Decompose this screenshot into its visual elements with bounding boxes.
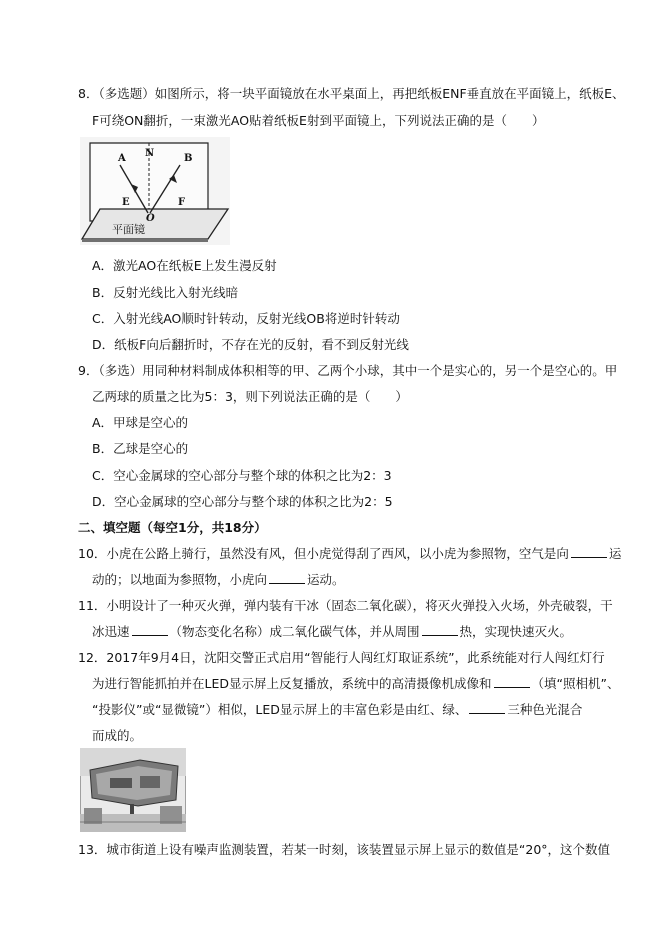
q12-blank-2[interactable] bbox=[469, 703, 505, 714]
q8-option-c: C．入射光线AO顺时针转动，反射光线OB将逆时针转动 bbox=[92, 311, 400, 326]
q11-blank-2[interactable] bbox=[422, 625, 458, 636]
q9-stem-line2: 乙两球的质量之比为5：3，则下列说法正确的是（ ） bbox=[92, 389, 408, 404]
q11-text-2: （物态变化名称）成二氧化碳气体，并从周围 bbox=[169, 624, 420, 639]
q8-option-b: B．反射光线比入射光线暗 bbox=[92, 285, 239, 300]
q8-stem-line2: F可绕ON翻折，一束激光AO贴着纸板E射到平面镜上，下列说法正确的是（ ） bbox=[92, 113, 545, 128]
q12-text-1: 为进行智能抓拍并在LED显示屏上反复播放，系统中的高清摄像机成像和 bbox=[92, 676, 492, 691]
q12-line1: 12．2017年9月4日，沈阳交警正式启用“智能行人闯红灯取证系统”，此系统能对行人闯红灯行 bbox=[78, 650, 605, 665]
q11-line2 bbox=[92, 624, 572, 640]
q8-option-a: A．激光AO在纸板E上发生漫反射 bbox=[92, 258, 277, 273]
q12-text-2: （填“照相机”、 bbox=[531, 676, 620, 691]
q12-text-3: “投影仪”或“显微镜”）相似，LED显示屏上的丰富色彩是由红、绿、 bbox=[92, 702, 468, 717]
q11-line1: 11．小明设计了一种灭火弹，弹内装有干冰（固态二氧化碳），将灭火弹投入火场，外壳破裂，干 bbox=[78, 598, 613, 613]
q10-line2 bbox=[92, 572, 345, 588]
q9-option-a: A．甲球是空心的 bbox=[92, 415, 189, 430]
q10-text-3: 动的；以地面为参照物，小虎向 bbox=[92, 572, 268, 587]
q10-line1 bbox=[78, 546, 621, 562]
section-title: 二、填空题（每空1分，共18分） bbox=[78, 520, 267, 535]
q10-blank-1[interactable] bbox=[571, 547, 607, 558]
mirror-caption: 平面镜 bbox=[112, 223, 145, 236]
q8-option-d: D．纸板F向后翻折时，不存在光的反射，看不到反射光线 bbox=[92, 337, 409, 352]
q9-stem-line1: 9．（多选）用同种材料制成体积相等的甲、乙两个小球，其中一个是实心的，另一个是空心的。甲 bbox=[78, 363, 618, 378]
q9-option-d: D．空心金属球的空心部分与整个球的体积之比为2：5 bbox=[92, 494, 393, 509]
label-f: F bbox=[178, 197, 186, 208]
q10-text-4: 运动。 bbox=[307, 572, 345, 587]
q12-blank-1[interactable] bbox=[494, 677, 530, 688]
q8-stem-line1: 8．（多选题）如图所示，将一块平面镜放在水平桌面上，再把纸板ENF垂直放在平面镜上，纸板E、 bbox=[78, 86, 625, 101]
q11-blank-1[interactable] bbox=[132, 625, 168, 636]
q12-line3 bbox=[92, 702, 582, 718]
q12-line4: 而成的。 bbox=[92, 728, 143, 743]
label-e: E bbox=[122, 197, 130, 208]
q9-option-b: B．乙球是空心的 bbox=[92, 441, 189, 456]
q12-text-4: 三种色光混合 bbox=[507, 702, 583, 717]
q10-text-1: 10．小虎在公路上骑行，虽然没有风，但小虎觉得刮了西风，以小虎为参照物，空气是向 bbox=[78, 546, 569, 561]
led-screen-photo bbox=[80, 748, 186, 832]
mirror-figure bbox=[80, 137, 230, 245]
label-b: B bbox=[184, 153, 193, 164]
q9-option-c: C．空心金属球的空心部分与整个球的体积之比为2：3 bbox=[92, 468, 392, 483]
q11-text-1: 冰迅速 bbox=[92, 624, 130, 639]
q10-blank-2[interactable] bbox=[269, 573, 305, 584]
label-n: N bbox=[145, 148, 155, 159]
label-a: A bbox=[118, 153, 126, 164]
q13-line1: 13．城市街道上设有噪声监测装置，若某一时刻，该装置显示屏上显示的数值是“20°，这个数值 bbox=[78, 842, 611, 857]
label-o: O bbox=[146, 213, 155, 224]
q11-text-3: 热，实现快速灭火。 bbox=[459, 624, 573, 639]
q10-text-2: 运 bbox=[608, 546, 622, 561]
q12-line2 bbox=[92, 676, 619, 692]
